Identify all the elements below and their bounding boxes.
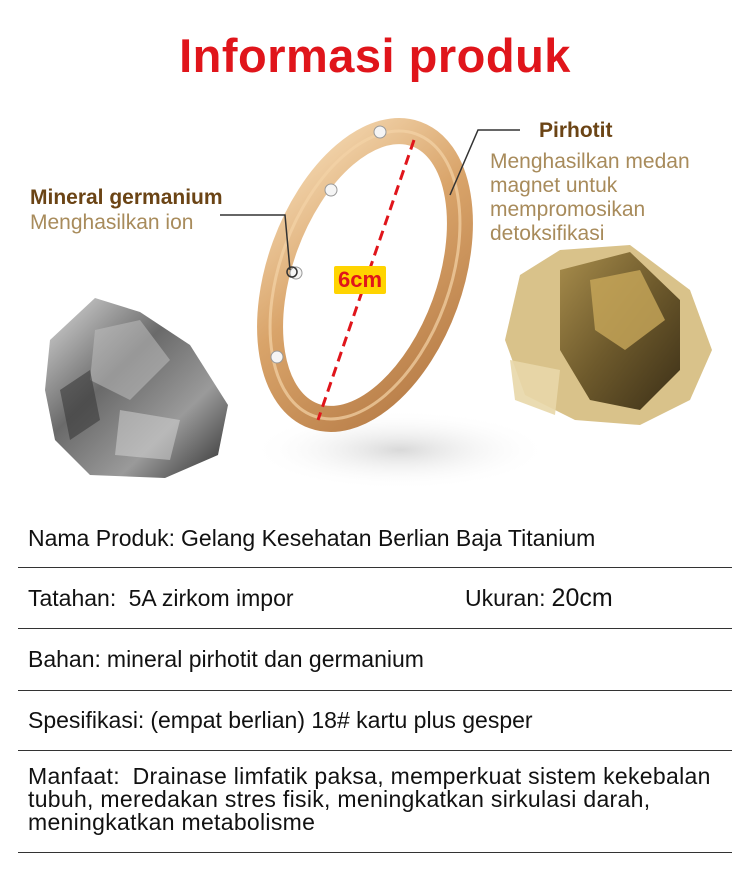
spec-value: 20cm [551, 583, 613, 612]
spec-row-specification [18, 691, 732, 751]
spec-label: Manfaat: [28, 763, 120, 789]
spec-label: Nama Produk: [28, 525, 176, 551]
spec-row-benefit [18, 751, 732, 853]
spec-row-inlay-size [18, 568, 732, 629]
spec-value: 5A zirkom impor [128, 584, 294, 611]
spec-value: (empat berlian) 18# kartu plus gesper [150, 707, 533, 733]
spec-value: Drainase limfatik paksa, memperkuat sistem kekebalan tubuh, meredakan stres fisik, meningkatkan sirkulasi darah, meningkatkan metabolisme [28, 763, 711, 835]
spec-label: Spesifikasi: [28, 707, 145, 733]
germanium-callout-text: Menghasilkan ion [30, 211, 194, 234]
pyrrhotite-callout-title: Pirhotit [539, 119, 613, 142]
diameter-label: 6cm [334, 266, 386, 294]
spec-value: Gelang Kesehatan Berlian Baja Titanium [181, 525, 596, 551]
spec-row-name [18, 510, 732, 568]
spec-label: Tatahan: [28, 584, 117, 611]
page-title: Informasi produk [179, 29, 571, 82]
spec-label: Ukuran: [465, 584, 546, 611]
spec-table [18, 510, 732, 853]
pyrrhotite-callout-text: Menghasilkan medan magnet untuk mempromosikan detoksifikasi [490, 150, 690, 245]
spec-value: mineral pirhotit dan germanium [106, 646, 424, 672]
spec-label: Bahan: [28, 646, 101, 672]
germanium-mineral-image [45, 298, 228, 478]
pyrrhotite-mineral-image [505, 245, 712, 425]
germanium-callout-title: Mineral germanium [30, 186, 223, 209]
spec-row-material [18, 629, 732, 691]
